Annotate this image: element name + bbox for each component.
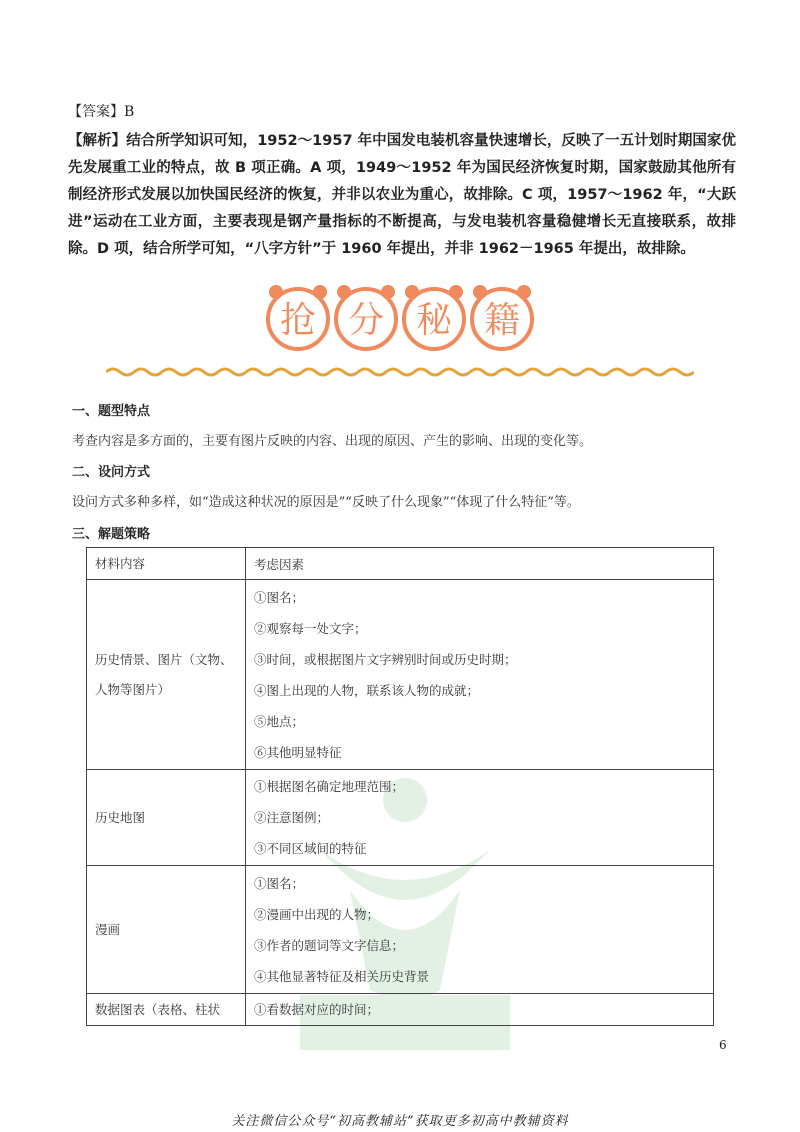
factor-item: ①图名； (254, 589, 305, 605)
table-cell-material: 数据图表（表格、柱状 (87, 994, 246, 1026)
table-header-row (87, 548, 714, 580)
table-row (87, 866, 714, 994)
factor-item: ③不同区域间的特征 (254, 841, 367, 856)
page-number: 6 (719, 1038, 727, 1052)
factor-item: ④图上出现的人物，联系该人物的成就； (254, 682, 480, 698)
table-cell-material: 历史地图 (87, 770, 246, 866)
table-row (87, 770, 714, 866)
footer-note: 关注微信公众号“初高教辅站”获取更多初高中教辅资料 (231, 1114, 569, 1129)
wave-divider (106, 364, 694, 380)
factor-item: ②注意图例； (254, 810, 330, 825)
analysis-label: 【解析】 (68, 133, 127, 149)
factor-item: ③作者的题词等文字信息； (254, 937, 405, 953)
table-row (87, 580, 714, 770)
table-row (87, 994, 714, 1026)
banner-char-1: 抢 (279, 300, 317, 341)
answer-label: 【答案】 (68, 104, 124, 120)
factor-item: ②漫画中出现的人物； (254, 906, 380, 922)
table-cell-material: 漫画 (87, 866, 246, 994)
table-cell-factors (246, 770, 714, 866)
answer-line (68, 102, 134, 122)
factor-item: ①根据图名确定地理范围； (254, 779, 405, 794)
section-body-1: 考查内容是多方面的，主要有图片反映的内容、出现的原因、产生的影响、出现的变化等。 (72, 434, 593, 449)
table-header-material: 材料内容 (87, 548, 246, 580)
banner-char-4: 籍 (483, 300, 521, 341)
factor-item: ⑥其他明显特征 (254, 744, 342, 760)
table-cell-factors (246, 580, 714, 770)
section-heading-3: 三、解题策略 (72, 527, 151, 542)
banner-char-2: 分 (347, 300, 385, 341)
table-header-factors: 考虑因素 (246, 548, 714, 580)
answer-value: B (124, 104, 135, 120)
banner-char-3: 秘 (415, 300, 453, 341)
factor-item: ⑤地点； (254, 713, 305, 729)
analysis-paragraph (68, 128, 736, 263)
factor-item: ②观察每一处文字； (254, 620, 367, 636)
factor-item: ③时间，或根据图片文字辨别时间或历史时期； (254, 651, 517, 667)
table-cell-factors (246, 994, 714, 1026)
table-cell-material: 历史情景、图片（文物、人物等图片） (87, 580, 246, 770)
analysis-text: 结合所学知识可知，1952～1957 年中国发电装机容量快速增长，反映了一五计划时期国家优先发展重工业的特点，故 B 项正确。A 项，1949～1952 年为国民经济恢复时期，国家鼓励其他所有制经济形式发展以加快国民经济的恢复，并非以农业为重心，故排除。C 项，1957～1962 年，“大跃进”运动在工业方面，主要表现是钢产量指标的不断提高，与发电装机容量稳健增长无直接联系，故排除。D 项，结合所学可知，“八字方针”于 1960 年提出，并非 1962－1965 年提出，故排除。 (68, 133, 736, 257)
section-heading-2: 二、设问方式 (72, 465, 151, 480)
factor-item: ④其他显著特征及相关历史背景 (254, 968, 430, 984)
factor-item: ①图名； (254, 875, 305, 891)
table-cell-factors (246, 866, 714, 994)
factor-item: ①看数据对应的时间； (254, 1002, 380, 1017)
section-body-2: 设问方式多种多样，如“造成这种状况的原因是”“反映了什么现象”“体现了什么特征”等。 (72, 495, 580, 510)
section-heading-1: 一、题型特点 (72, 404, 151, 419)
strategy-table (86, 547, 714, 1026)
banner-qiang-fen-mi-ji (262, 280, 538, 354)
